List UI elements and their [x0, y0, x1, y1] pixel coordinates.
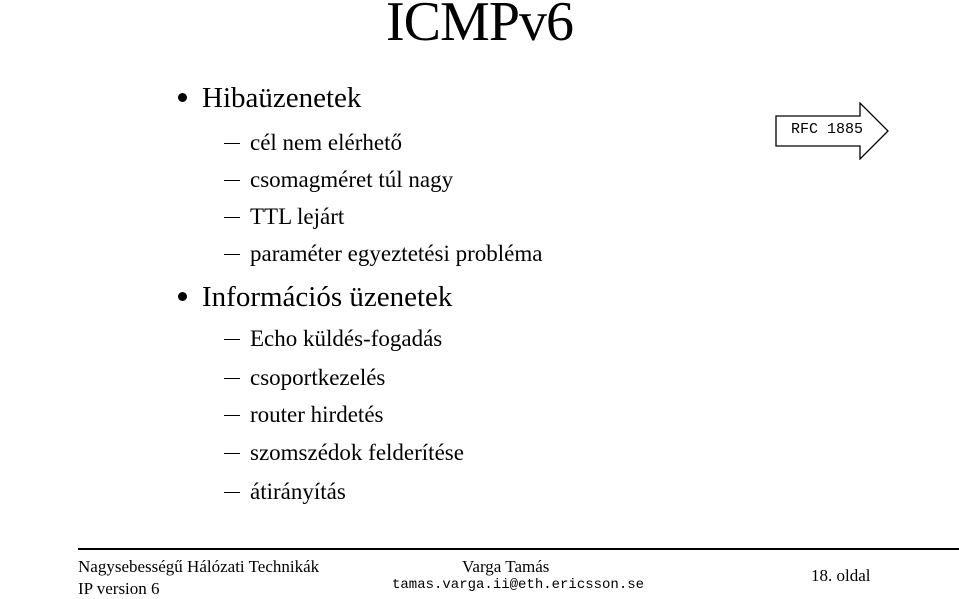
footer-divider [78, 548, 959, 550]
dash-icon [224, 143, 240, 145]
dash-icon [224, 415, 240, 417]
sub-item: router hirdetés [224, 403, 383, 426]
sub-item: Echo küldés-fogadás [224, 327, 442, 350]
footer-email: tamas.varga.ii@eth.ericsson.se [392, 577, 645, 593]
sub-item: cél nem elérhető [224, 131, 402, 154]
sub-item: csoportkezelés [224, 366, 385, 389]
bullet-info-messages [178, 283, 452, 312]
footer-author: Varga Tamás [462, 557, 550, 576]
dash-icon [224, 339, 240, 341]
bullet-dot-icon [178, 292, 187, 301]
sub-item: csomagméret túl nagy [224, 168, 453, 191]
dash-icon [224, 453, 240, 455]
sub-item: TTL lejárt [224, 205, 344, 228]
sub-item: paraméter egyeztetési probléma [224, 242, 542, 265]
dash-icon [224, 378, 240, 380]
page-number: 18. oldal [811, 566, 871, 585]
footer-subtitle: IP version 6 [78, 579, 160, 598]
dash-icon [224, 180, 240, 182]
footer-course: Nagysebességű Hálózati Technikák [78, 557, 320, 576]
bullet-error-messages [178, 84, 361, 113]
slide-title: ICMPv6 [386, 0, 573, 53]
dash-icon [224, 217, 240, 219]
bullet-label: Információs üzenetek [202, 281, 453, 313]
rfc-tag: RFC 1885 [791, 121, 864, 138]
sub-item: átirányítás [224, 480, 346, 503]
sub-item: szomszédok felderítése [224, 441, 464, 464]
bullet-dot-icon [178, 93, 187, 102]
dash-icon [224, 254, 240, 256]
dash-icon [224, 492, 240, 494]
bullet-label: Hibaüzenetek [202, 82, 362, 114]
